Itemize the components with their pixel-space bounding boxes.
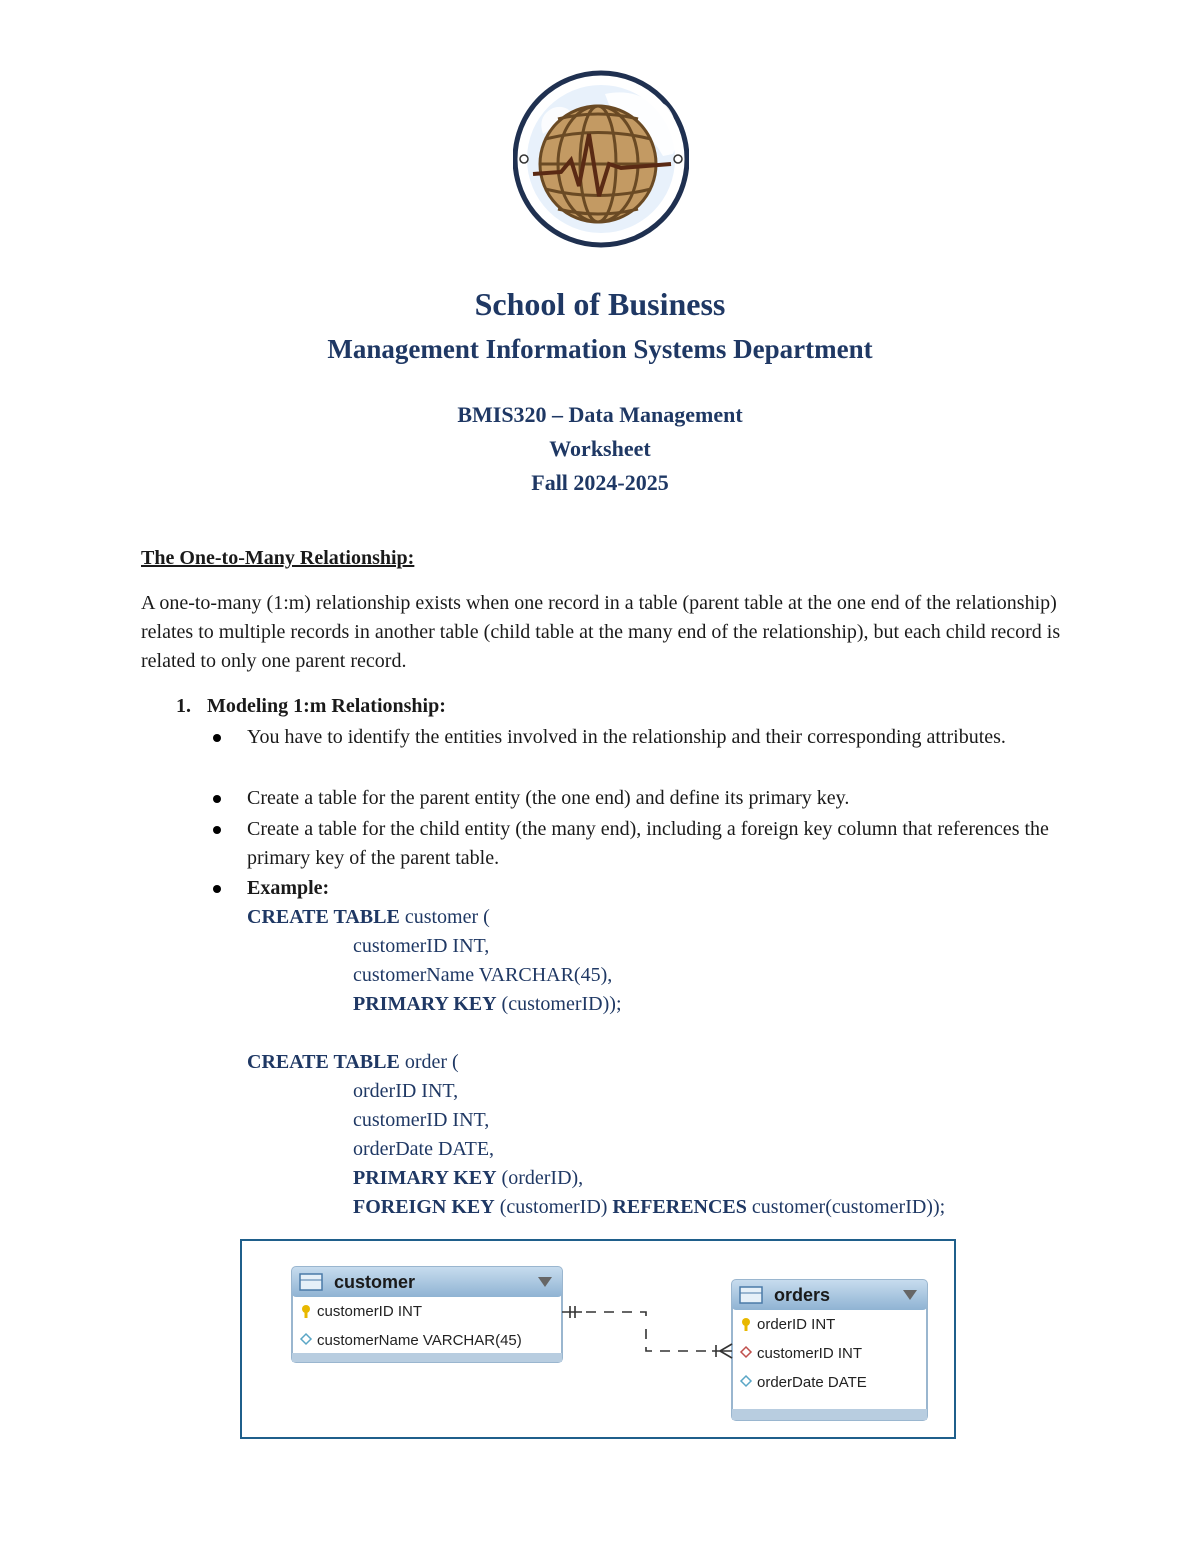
bullet-icon [213,826,221,834]
document-type: Worksheet [549,436,651,461]
customer-field: customerID INT [317,1303,423,1320]
orders-field: orderDate DATE [757,1374,867,1391]
school-title: School of Business [474,286,726,322]
bullet-text: You have to identify the entities involved in the relationship and their corresponding attributes. [247,726,1006,748]
erd-diagram [240,1239,956,1439]
code-line: customerID INT, [353,935,490,957]
code-line: customerName VARCHAR(45), [353,964,613,986]
code-line: CREATE TABLE customer ( [247,906,490,928]
department-title: Management Information Systems Department [327,334,873,364]
bullet-text: Create a table for the child entity (the many end), including a foreign key column that references the primary key of the parent table. [247,818,1049,869]
code-line: orderDate DATE, [353,1138,495,1160]
erd-canvas [242,1241,954,1437]
code-line: FOREIGN KEY (customerID) REFERENCES customer(customerID)); [353,1196,946,1218]
numbered-item-1 [176,692,446,720]
table-icon [740,1287,762,1303]
course-block [0,398,1200,500]
bullet-icon [213,885,221,893]
customer-table-name: customer [334,1272,416,1292]
customer-field: customerName VARCHAR(45) [317,1332,522,1349]
relationship-line [562,1306,732,1358]
orders-table-name: orders [774,1285,831,1305]
item-number: 1. [176,695,191,717]
code-line: orderID INT, [353,1080,459,1102]
orders-table [732,1280,927,1420]
section-heading: The One-to-Many Relationship: [141,547,415,569]
course-title: BMIS320 – Data Management [457,402,743,427]
example-label: Example: [247,877,330,899]
customer-table-header [292,1267,562,1297]
bullet-icon [213,795,221,803]
customer-table [292,1267,562,1362]
item-title: Modeling 1:m Relationship: [207,695,446,717]
code-line: PRIMARY KEY (orderID), [353,1167,584,1189]
intro-paragraph: A one-to-many (1:m) relationship exists when one record in a table (parent table at the one end of the relationship) relates to multiple records in another table (child table at the many end of the relationship), but each child record is related to only one parent record. [141,592,1061,672]
code-line: CREATE TABLE order ( [247,1051,459,1073]
bullet-text: Create a table for the parent entity (the one end) and define its primary key. [247,787,850,809]
orders-field: orderID INT [757,1316,836,1333]
orders-field: customerID INT [757,1345,863,1362]
code-line: customerID INT, [353,1109,490,1131]
bullet-icon [213,734,221,742]
table-icon [300,1274,322,1290]
code-line: PRIMARY KEY (customerID)); [353,993,622,1015]
school-logo [513,64,689,254]
term: Fall 2024-2025 [531,470,669,495]
